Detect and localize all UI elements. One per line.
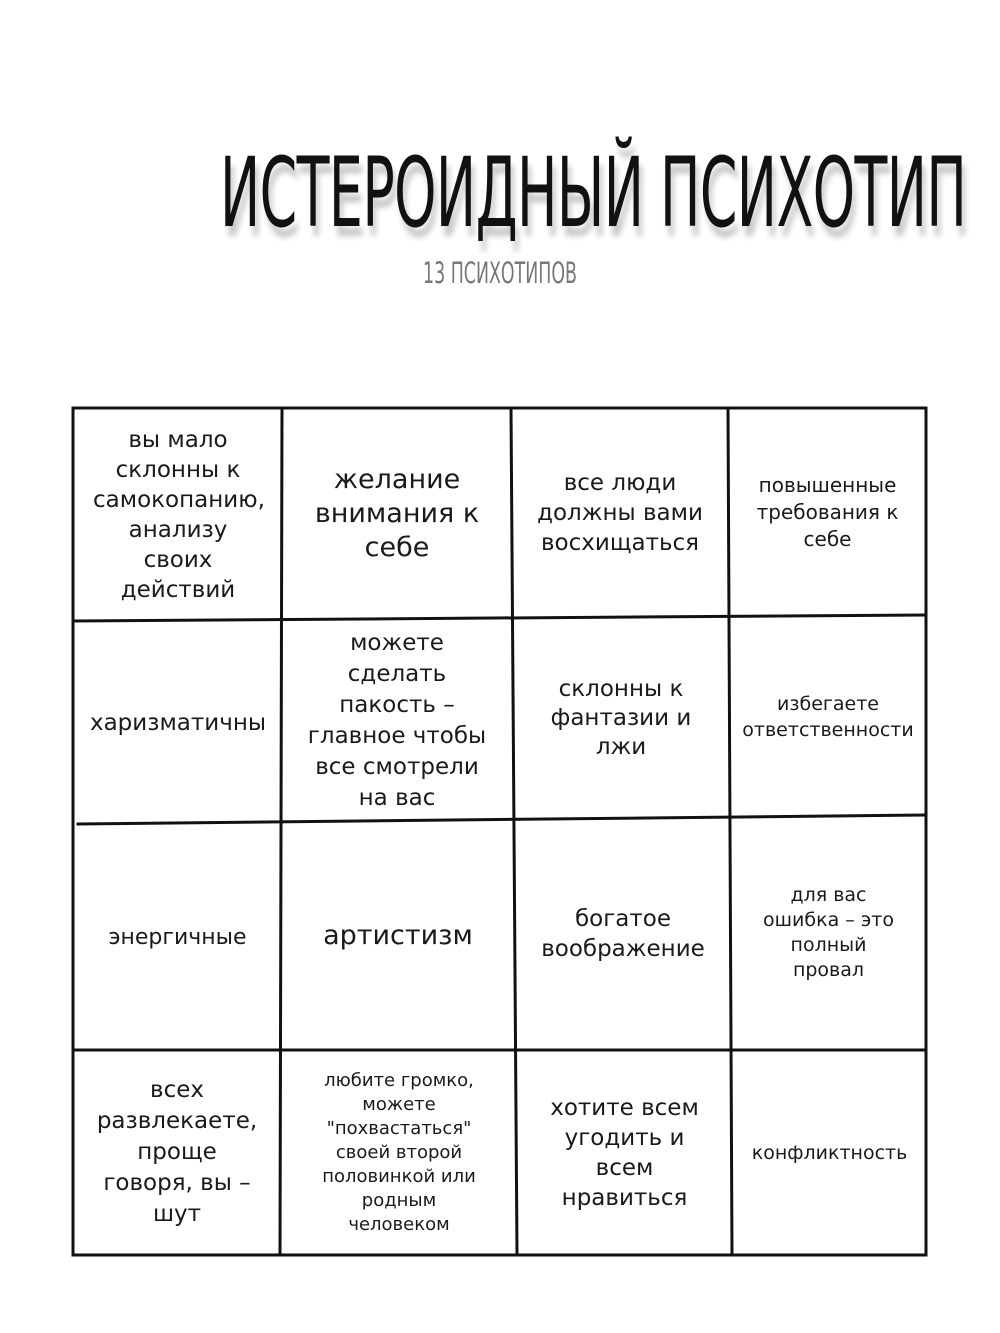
cell-text: можете сделать пакость – главное чтобы все смотрели на вас — [307, 630, 487, 811]
cell-text: богатое воображение — [541, 906, 705, 962]
grid-cell-r3-c3 — [516, 820, 730, 1048]
grid-cell-r2-c2 — [283, 620, 511, 822]
grid-cell-r4-c2 — [282, 1052, 516, 1253]
cell-text: хотите всем угодить и всем нравиться — [550, 1094, 699, 1211]
grid-cell-r2-c4 — [731, 617, 925, 816]
cell-text: все люди должны вами восхищаться — [537, 470, 703, 556]
cell-text: избегаете ответственности — [742, 692, 914, 741]
page-title: ИСТЕРОИДНЫЙ ПСИХОТИП — [220, 137, 967, 249]
grid-cell-r2-c1 — [75, 623, 281, 823]
cell-text: конфликтность — [751, 1141, 908, 1164]
cell-text: любите громко, можете "похвастаться" своей второй половинкой или родным человеком — [322, 1069, 476, 1235]
grid-cell-r3-c4 — [732, 818, 925, 1048]
cell-text: желание внимания к себе — [314, 464, 480, 563]
grid-cell-r1-c3 — [513, 410, 727, 616]
grid-cell-r4-c3 — [518, 1052, 731, 1253]
grid-cell-r3-c2 — [282, 824, 514, 1048]
cell-text: повышенные требования к себе — [756, 473, 899, 551]
grid-cell-r1-c2 — [284, 410, 510, 618]
page-subtitle: 13 ПСИХОТИПОВ — [423, 256, 577, 290]
grid-cell-r4-c1 — [75, 1052, 279, 1253]
grid-cell-r1-c4 — [730, 410, 925, 615]
cell-text: склонны к фантазии и лжи — [550, 675, 692, 760]
cell-text: энергичные — [108, 924, 247, 950]
grid-cell-r1-c1 — [75, 410, 281, 620]
cell-text: харизматичны — [89, 710, 267, 736]
cell-text: всех развлекаете, проще говоря, вы – шут — [96, 1077, 258, 1227]
cell-text: артистизм — [323, 920, 473, 951]
grid-cell-r2-c3 — [514, 618, 728, 818]
grid-cell-r4-c4 — [734, 1052, 925, 1253]
cell-text: для вас ошибка – это полный провал — [763, 884, 894, 981]
cell-text: вы мало склонны к самокопанию, анализу своих действий — [93, 427, 265, 603]
grid-cell-r3-c1 — [75, 826, 280, 1048]
